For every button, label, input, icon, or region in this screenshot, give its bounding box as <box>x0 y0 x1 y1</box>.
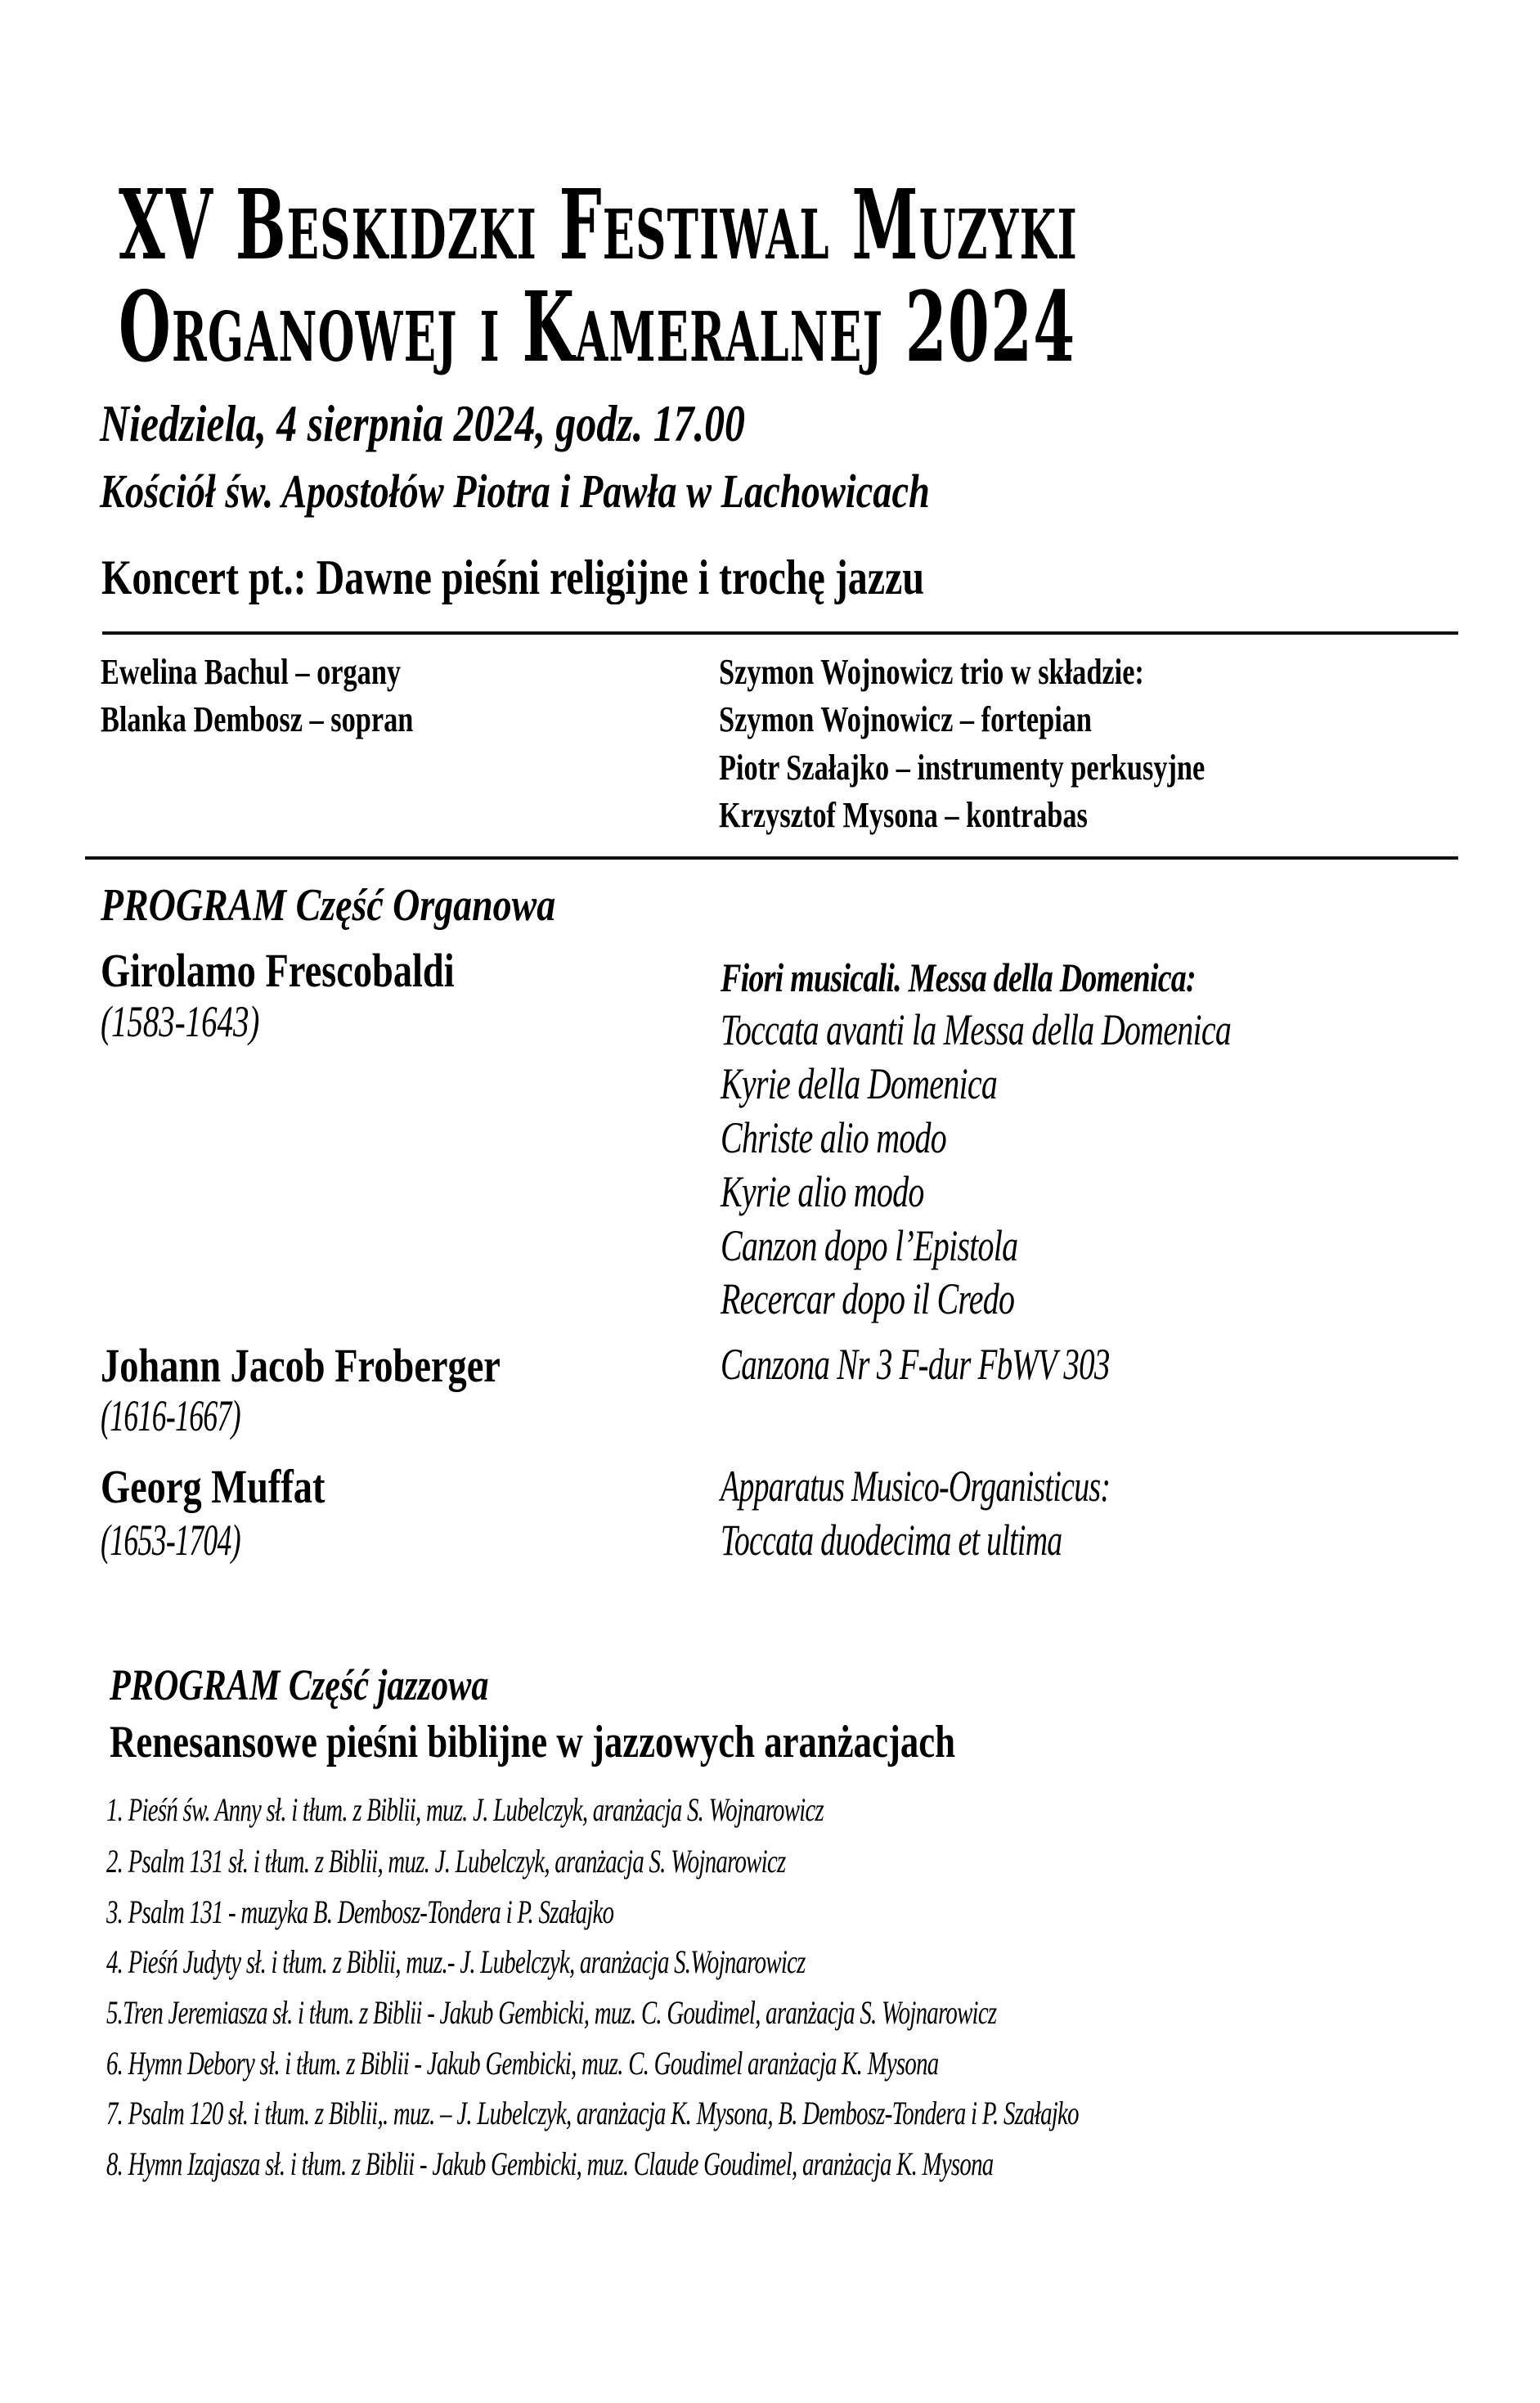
composer-dates: (1653-1704) <box>101 1516 240 1565</box>
song-item: 2. Psalm 131 sł. i tłum. z Biblii, muz. J. Lubelczyk, aranżacja S. Wojnarowicz <box>106 1843 786 1880</box>
festival-title-line-1: XV Beskidzki Festiwal Muzyki <box>119 168 1078 281</box>
performer: Szymon Wojnowicz – fortepian <box>719 699 1093 739</box>
performer-group-heading: Szymon Wojnowicz trio w składzie: <box>719 652 1144 692</box>
song-item: 1. Pieśń św. Anny sł. i tłum. z Biblii, muz. J. Lubelczyk, aranżacja S. Wojnarowicz <box>106 1791 824 1828</box>
piece: Canzon dopo l’Epistola <box>721 1221 1018 1270</box>
performer: Ewelina Bachul – organy <box>101 652 402 692</box>
piece: Kyrie della Domenica <box>721 1059 998 1108</box>
work-title: Fiori musicali. Messa della Domenica: <box>721 954 1196 1000</box>
festival-title-line-2: Organowej i Kameralnej 2024 <box>119 270 1076 384</box>
piece: Kyrie alio modo <box>721 1167 924 1216</box>
song-item: 5.Tren Jeremiasza sł. i tłum. z Biblii - Jakub Gembicki, muz. C. Goudimel, aranżacja S. Wojnarowicz <box>106 1994 997 2031</box>
composer-dates: (1616-1667) <box>101 1391 240 1440</box>
song-item: 6. Hymn Debory sł. i tłum. z Biblii - Jakub Gembicki, muz. C. Goudimel aranżacja K. Mysona <box>106 2045 939 2082</box>
composer-dates: (1583-1643) <box>101 997 260 1046</box>
organ-program-heading: PROGRAM Część Organowa <box>101 880 556 931</box>
composer-name: Girolamo Frescobaldi <box>101 944 455 997</box>
concert-title: Koncert pt.: Dawne pieśni religijne i trochę jazzu <box>101 550 925 604</box>
piece: Recercar dopo il Credo <box>721 1274 1015 1323</box>
performer: Piotr Szałajko – instrumenty perkusyjne <box>719 748 1206 788</box>
jazz-program-subheading: Renesansowe pieśni biblijne w jazzowych aranżacjach <box>110 1717 956 1767</box>
song-item: 4. Pieśń Judyty sł. i tłum. z Biblii, muz.- J. Lubelczyk, aranżacja S.Wojnarowicz <box>106 1943 806 1980</box>
composer-name: Georg Muffat <box>101 1460 326 1513</box>
song-item: 3. Psalm 131 - muzyka B. Dembosz-Tondera i P. Szałajko <box>106 1893 614 1930</box>
song-item: 8. Hymn Izajasza sł. i tłum. z Biblii - Jakub Gembicki, muz. Claude Goudimel, aranżacja K. Mysona <box>106 2145 994 2182</box>
piece: Toccata duodecima et ultima <box>721 1516 1062 1565</box>
song-item: 7. Psalm 120 sł. i tłum. z Biblii,. muz. – J. Lubelczyk, aranżacja K. Mysona, B. Dembosz-Tondera i P. Szałajko <box>106 2095 1079 2131</box>
event-venue: Kościół św. Apostołów Piotra i Pawła w Lachowicach <box>100 465 930 518</box>
divider-top <box>102 631 1458 635</box>
piece: Apparatus Musico-Organisticus: <box>721 1462 1111 1511</box>
event-date: Niedziela, 4 sierpnia 2024, godz. 17.00 <box>100 394 746 452</box>
piece: Christe alio modo <box>721 1113 947 1162</box>
composer-name: Johann Jacob Froberger <box>101 1339 501 1392</box>
piece: Canzona Nr 3 F-dur FbWV 303 <box>721 1340 1110 1389</box>
jazz-program-heading: PROGRAM Część jazzowa <box>110 1660 489 1709</box>
performer: Krzysztof Mysona – kontrabas <box>719 795 1088 835</box>
performer: Blanka Dembosz – sopran <box>101 699 414 739</box>
divider-bottom <box>85 856 1458 860</box>
piece: Toccata avanti la Messa della Domenica <box>721 1005 1232 1054</box>
